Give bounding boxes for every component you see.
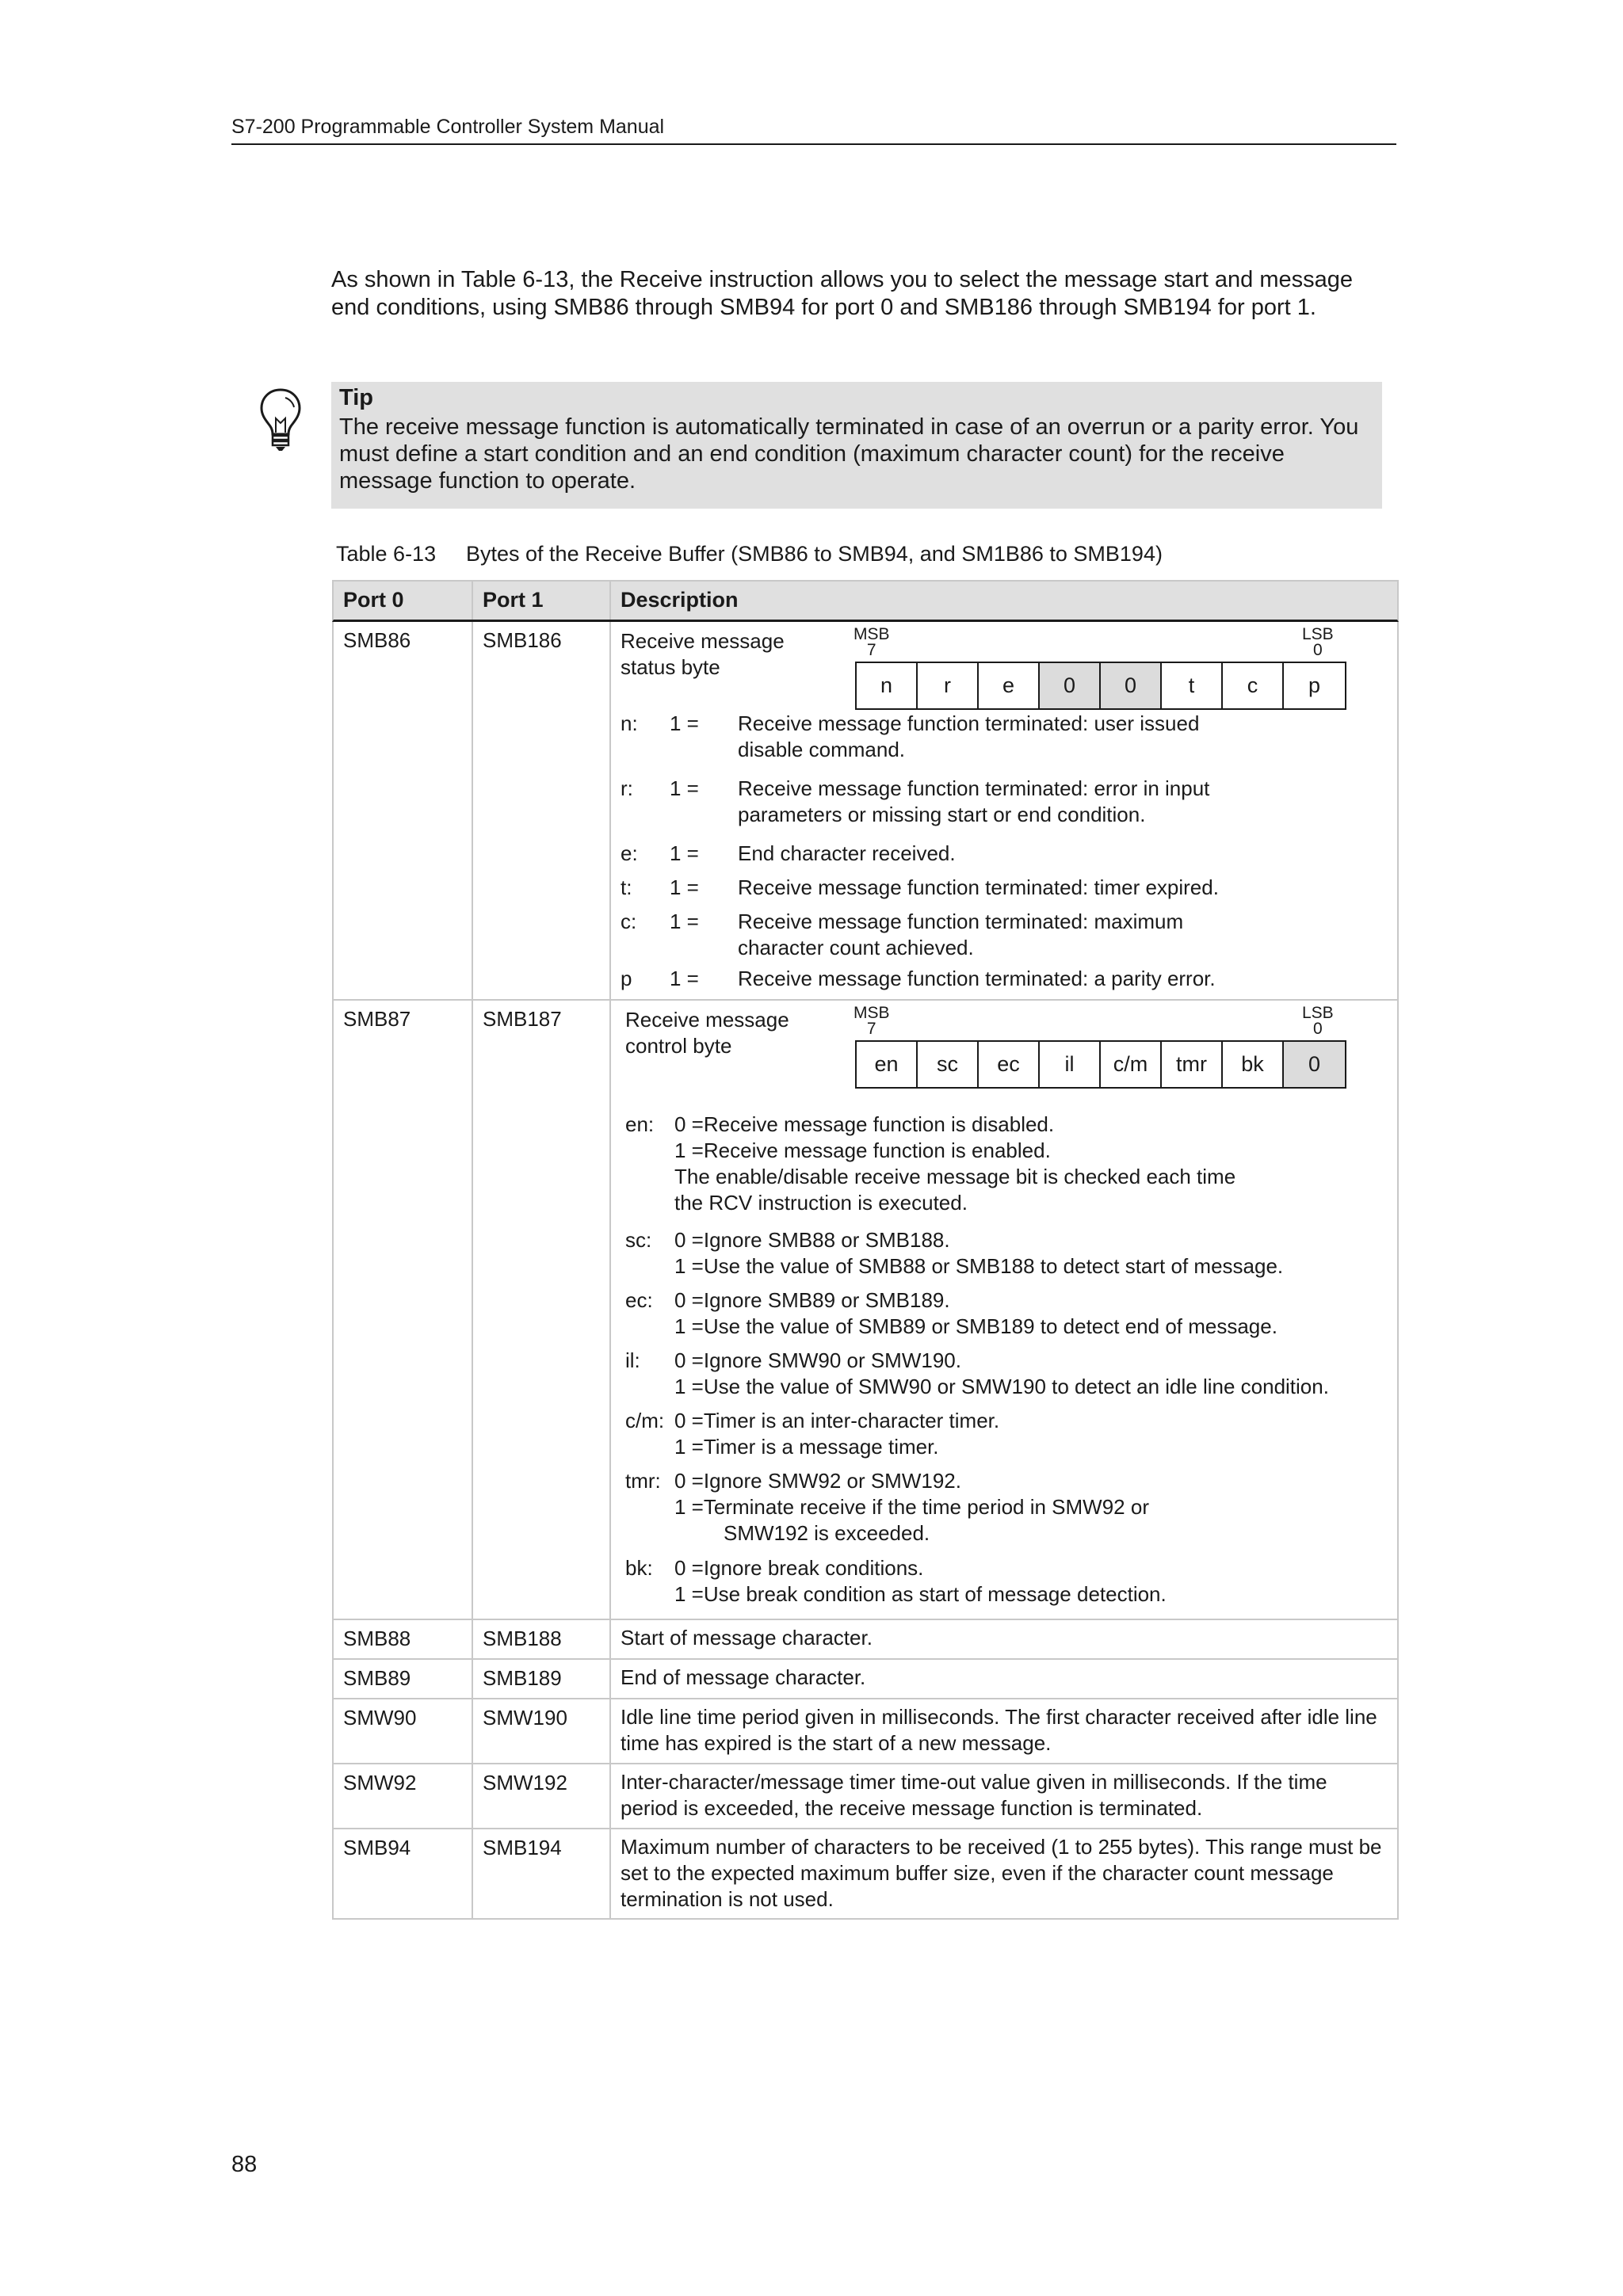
bit-cell: p [1308, 673, 1321, 697]
cell-description: Start of message character. [609, 1620, 1397, 1658]
lightbulb-icon [258, 387, 303, 453]
cell-port0: SMB89 [343, 1666, 411, 1690]
cell-description: End of message character. [609, 1660, 1397, 1698]
label-line: Receive message [621, 629, 785, 653]
cell-port0: SMB94 [343, 1836, 411, 1859]
table-row [332, 1699, 1399, 1764]
bit-cell: bk [1223, 1042, 1284, 1087]
tip-title: Tip [339, 385, 373, 410]
cell-port0: SMB87 [343, 1007, 411, 1031]
lsb-label: LSB 0 [1302, 1004, 1334, 1038]
control-bit-diagram [855, 1040, 1346, 1089]
table-header-row [332, 580, 1399, 622]
label-line: status byte [621, 655, 720, 679]
table-caption-text: Bytes of the Receive Buffer (SMB86 to SMB94, and SM1B86 to SMB194) [466, 542, 1163, 566]
table-caption-number: Table 6-13 [336, 542, 437, 566]
cell-description: Maximum number of characters to be received (1 to 255 bytes). This range must be set to the expected maximum buffer size, even if the character count message termination is not used. [609, 1829, 1397, 1918]
cell-port1: SMB188 [472, 1620, 609, 1658]
table-row-control-byte [332, 1001, 1399, 1620]
cell-description: Inter-character/message timer time-out value given in milliseconds. If the time period is exceeded, the receive message function is terminated. [609, 1764, 1397, 1828]
intro-paragraph: As shown in Table 6-13, the Receive instruction allows you to select the message start and message end conditions, using SMB86 through SMB94 for port 0 and SMB186 through SMB194 for port 1. [331, 267, 1354, 320]
header-port0: Port 0 [343, 588, 404, 612]
bit-cell: il [1040, 1042, 1101, 1087]
header-port1: Port 1 [472, 582, 609, 620]
cell-port1: SMB187 [472, 1001, 609, 1619]
cell-port0: SMW92 [343, 1771, 417, 1794]
page-number: 88 [231, 2152, 258, 2177]
table-row [332, 1660, 1399, 1699]
cell-port1: SMB189 [472, 1660, 609, 1698]
bit-cell: c [1223, 663, 1284, 708]
bit-cell: tmr [1162, 1042, 1223, 1087]
bit-cell: 0 [1101, 663, 1162, 708]
cell-description: Receive message control byte MSB 7 LSB 0 en sc ec il c/m tmr bk 0 en: 0 =Receive message function is disabled. 1 =Receive message function is enabled. The enable/disable receive message bit is checked each time the RCV instruction is executed. sc: 0 =Ignore SMB88 or SMB188. 1 =Use the value of SMB88 or SMB188 to detect start of message. ec: 0 =Ignore SMB89 or SMB189. 1 =Use the value of SMB89 or SMB189 to detect end of message. il: 0 =Ignore SMW90 or SMW190. 1 =Use the value of SMW90 or SMW190 to detect an idle line condition. c/m: 0 =Timer is an inter-character timer. 1 =Timer is a message timer. tmr: 0 =Ignore SMW92 or SMW192. 1 =Terminate receive if the time period in SMW92 or SMW192 is exceeded. bk: 0 =Ignore break conditions. 1 =Use break condition as start of message detection. [609, 1001, 1397, 1619]
bit-cell: c/m [1101, 1042, 1162, 1087]
bit-cell: sc [918, 1042, 979, 1087]
tip-box [331, 382, 1382, 509]
bit-cell: 0 [1040, 663, 1101, 708]
bit-cell: en [857, 1042, 918, 1087]
bit-cell: 0 [1284, 1042, 1345, 1087]
cell-description: Idle line time period given in milliseconds. The first character received after idle line time has expired is the start of a new message. [609, 1699, 1397, 1763]
bit-cell: ec [979, 1042, 1040, 1087]
table-row [332, 1620, 1399, 1660]
table-row-status-byte [332, 622, 1399, 1001]
lsb-label: LSB 0 [1302, 625, 1334, 659]
cell-description: Receive message status byte MSB 7 LSB 0 n r e 0 0 t c p n: 1 = Receive message function terminated: user issued disable command. r: 1 = Receive message function terminated: error in input parameters or missing start or end condition. e: 1 = End character received. t: 1 = Receive message function terminated: timer expired. c: 1 = Receive message function terminated: maximum character count achieved. p 1 = Receive message function terminated: a parity error. [609, 622, 1397, 999]
cell-port0: SMB88 [343, 1627, 411, 1650]
cell-port0: SMW90 [343, 1706, 417, 1730]
running-header: S7-200 Programmable Controller System Manual [231, 116, 1396, 145]
cell-port1: SMB194 [472, 1829, 609, 1918]
bit-cell: t [1162, 663, 1223, 708]
cell-port1: SMW190 [472, 1699, 609, 1763]
tip-body: The receive message function is automatically terminated in case of an overrun or a parity error. You must define a start condition and an end condition (maximum character count) for the receive message function to operate. [339, 414, 1359, 494]
bit-cell: r [918, 663, 979, 708]
label-line: control byte [625, 1034, 732, 1058]
label-line: Receive message [625, 1008, 789, 1032]
table-caption [336, 542, 1398, 566]
msb-label: MSB 7 [854, 625, 890, 659]
status-bit-diagram [855, 662, 1346, 710]
bit-cell: e [979, 663, 1040, 708]
bit-cell: n [857, 663, 918, 708]
header-description: Description [609, 582, 1397, 620]
cell-port1: SMB186 [472, 622, 609, 999]
table-row [332, 1764, 1399, 1829]
receive-buffer-table [332, 580, 1399, 1920]
msb-label: MSB 7 [854, 1004, 890, 1038]
table-row [332, 1829, 1399, 1920]
cell-port0: SMB86 [343, 628, 411, 652]
cell-port1: SMW192 [472, 1764, 609, 1828]
